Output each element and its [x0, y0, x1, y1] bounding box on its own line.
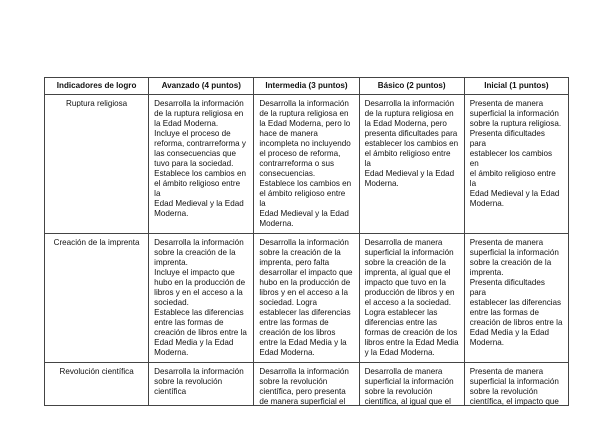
rubric-cell-text: Desarrolla de manera superficial la información sobre la revolución científica, al igual que el — [364, 367, 454, 406]
rubric-cell: Presenta de manera superficial la información sobre la creación de la imprenta. Presenta dificultades para establecer las diferencias entre las formas de creación de libros entre la Edad Media y la Edad Moderna. — [464, 234, 568, 363]
rubric-cell — [464, 363, 568, 406]
table-row — [45, 363, 569, 406]
rubric-cell: Desarrolla la información de la ruptura religiosa en la Edad Moderna. Incluye el proceso de reforma, contrarreforma y las consecuencias que tuvo para la sociedad. Establece los cambios en el ámbito religioso entre la Edad Medieval y la Edad Moderna. — [149, 95, 254, 234]
indicator-cell: Creación de la imprenta — [45, 234, 149, 363]
header-inicial: Inicial (1 puntos) — [464, 78, 568, 95]
rubric-cell-text: Desarrolla la información sobre la revolución científica, pero presenta de manera superficial el — [259, 367, 349, 406]
indicator-text: Revolución científica — [59, 367, 134, 376]
rubric-cell-text: Desarrolla la información sobre la revolución científica — [154, 367, 244, 396]
rubric-cell: Desarrolla la información de la ruptura religiosa en la Edad Moderna, pero presenta dificultades para establecer los cambios en el ámbito religioso entre la Edad Medieval y la Edad Moderna. — [359, 95, 464, 234]
rubric-cell: Desarrolla la información sobre la creación de la imprenta, pero falta desarrollar el impacto que hubo en la producción de libros y en el acceso a la sociedad. Logra establecer las diferencias entre las formas de creación de los libros entre la Edad Media y la Edad Moderna. — [254, 234, 359, 363]
indicator-cell — [45, 363, 149, 406]
rubric-cell: Desarrolla la información de la ruptura religiosa en la Edad Moderna, pero lo hace de manera incompleta no incluyendo el proceso de reforma, contrarreforma o sus consecuencias. Establece los cambios en el ámbito religioso entre la Edad Medieval y la Edad Moderna. — [254, 95, 359, 234]
rubric-cell: Desarrolla la información sobre la creación de la imprenta. Incluye el impacto que hubo en la producción de libros y en el acceso a la sociedad. Establece las diferencias entre las formas de creación de libros entre la Edad Media y la Edad Moderna. — [149, 234, 254, 363]
rubric-cell — [359, 363, 464, 406]
rubric-cell: Desarrolla de manera superficial la información sobre la creación de la imprenta, al igual que el impacto que tuvo en la producción de libros y en el acceso a la sociedad. Logra establecer las diferencias entre las formas de creación de los libros entre la Edad Media y la Edad Moderna. — [359, 234, 464, 363]
rubric-cell — [149, 363, 254, 406]
header-avanzado: Avanzado (4 puntos) — [149, 78, 254, 95]
table-row — [45, 234, 569, 363]
header-basico: Básico (2 puntos) — [359, 78, 464, 95]
header-indicadores: Indicadores de logro — [45, 78, 149, 95]
rubric-table — [44, 77, 569, 406]
indicator-cell: Ruptura religiosa — [45, 95, 149, 234]
rubric-cell: Presenta de manera superficial la información sobre la ruptura religiosa. Presenta dificultades para establecer los cambios en el ámbito religioso entre la Edad Medieval y la Edad Moderna. — [464, 95, 568, 234]
rubric-cell — [254, 363, 359, 406]
rubric-cell-text: Presenta de manera superficial la información sobre la revolución científica, el impacto que — [469, 367, 559, 406]
header-row — [45, 78, 569, 95]
table-row — [45, 95, 569, 234]
header-intermedia: Intermedia (3 puntos) — [254, 78, 359, 95]
